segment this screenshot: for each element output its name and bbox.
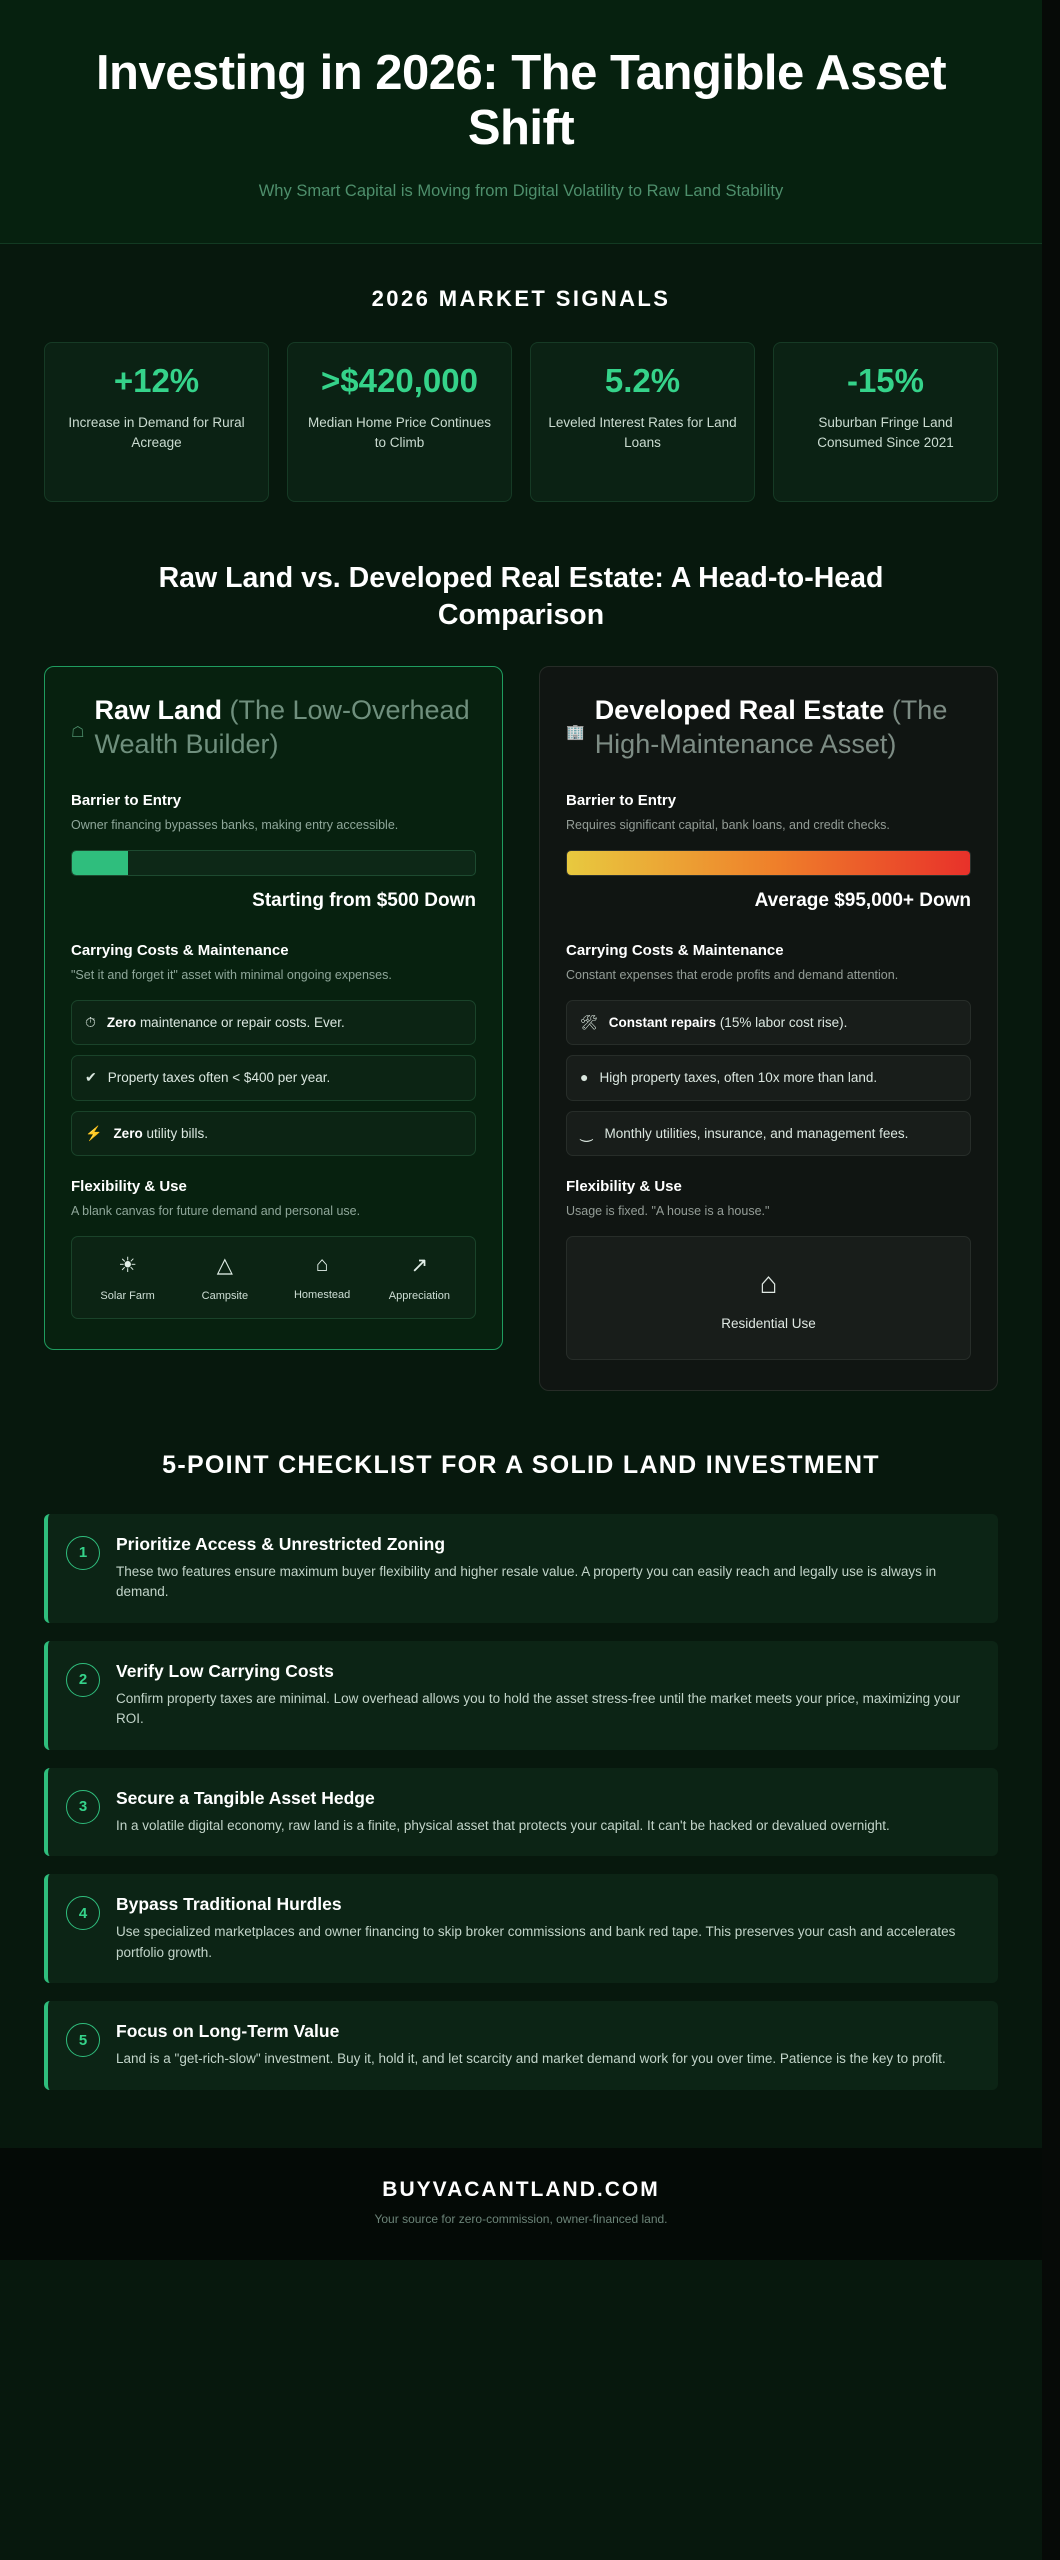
tools-icon: 🛠 [580,1014,598,1031]
right-carry-title: Carrying Costs & Maintenance [566,942,784,960]
list-item-bold: Zero [106,1015,137,1031]
signal-label: Suburban Fringe Land Consumed Since 2021 [817,415,954,450]
raw-land-header [71,693,476,762]
right-use-box [566,1236,971,1360]
list-item-rest: (15% labor cost rise). [716,1015,848,1031]
market-signals-section [0,244,1042,512]
checklist-item-text: These two features ensure maximum buyer flexibility and higher resale value. A property you can easily reach and legally use is always in demand. [116,1563,937,1600]
use-item-label: Appreciation [388,1289,450,1302]
signal-value: +12% [113,361,200,399]
left-barrier-title: Barrier to Entry [71,792,182,810]
checklist-item-title: Secure a Tangible Asset Hedge [116,1787,375,1808]
list-item [71,1000,476,1045]
checklist-body [116,1894,976,1963]
list-item-text [609,1013,848,1032]
checklist-body [116,1788,890,1837]
checklist-title: 5-POINT CHECKLIST FOR A SOLID LAND INVESTMENT [162,1450,880,1479]
right-barrier-bar-fill [567,851,970,875]
footer-tagline: Your source for zero-commission, owner-financed land. [374,2212,668,2226]
signal-label: Increase in Demand for Rural Acreage [68,415,245,450]
raw-land-heading-main: Raw Land [94,694,230,725]
page-subtitle: Why Smart Capital is Moving from Digital Volatility to Raw Land Stability [258,181,784,200]
checklist-item-title: Focus on Long-Term Value [116,2021,340,2042]
developed-header [566,693,971,762]
signal-value: -15% [846,361,925,399]
list-item-bold: Constant repairs [608,1015,717,1031]
bolt-icon: ⚡ [85,1124,103,1141]
comparison-grid [0,644,1042,1391]
comparison-title: Raw Land vs. Developed Real Estate: A Head-to-Head Comparison [158,561,884,631]
list-item-text: Monthly utilities, insurance, and management fees. [604,1125,909,1141]
left-barrier-desc: Owner financing bypasses banks, making entry accessible. [71,818,399,833]
raw-land-heading [94,693,476,762]
use-item [82,1253,173,1304]
list-item-bold: Zero [113,1125,143,1141]
hero-section [0,0,1042,244]
checklist-number: 2 [66,1663,100,1697]
signal-card [773,342,998,502]
house-icon: ⌂ [759,1266,778,1300]
left-carry-title: Carrying Costs & Maintenance [71,942,289,960]
right-carry-desc: Constant expenses that erode profits and demand attention. [566,968,899,983]
list-item [44,1514,998,1623]
raw-land-heading-sub: (The Low-Overhead Wealth Builder) [94,694,470,760]
coin-icon: ● [580,1069,589,1086]
signal-value: 5.2% [604,361,681,399]
list-item [566,1055,971,1100]
right-barrier-title: Barrier to Entry [566,792,677,810]
checklist-item-title: Prioritize Access & Unrestricted Zoning [116,1533,446,1554]
checklist-item-text: Use specialized marketplaces and owner financing to skip broker commissions and bank red tape. This preserves your cash and accelerates portfolio growth. [116,1924,956,1960]
left-barrier-bar-fill [72,851,128,875]
checklist-item-text: Land is a "get-rich-slow" investment. Buy it, hold it, and let scarcity and market demand work for you over time. Patience is the key to profit. [116,2051,946,2067]
raw-land-column [44,666,503,1350]
signal-card [44,342,269,502]
list-item-text: Property taxes often < $400 per year. [107,1070,331,1086]
left-carry-desc: "Set it and forget it" asset with minimal ongoing expenses. [71,968,392,983]
checklist-body [116,1534,976,1603]
list-item [71,1111,476,1156]
checklist-number: 1 [66,1536,100,1570]
leaf-icon: ☖ [71,723,85,741]
list-item [44,1768,998,1857]
left-barrier-caption: Starting from $500 Down [252,890,476,912]
developed-heading-sub: (The High-Maintenance Asset) [594,694,948,760]
list-item-rest: maintenance or repair costs. Ever. [136,1015,345,1031]
left-flex-desc: A blank canvas for future demand and personal use. [71,1203,361,1218]
checklist-number: 4 [66,1896,100,1930]
checklist-item-title: Bypass Traditional Hurdles [116,1894,342,1915]
developed-heading-main: Developed Real Estate [594,694,892,725]
list-item [71,1055,476,1100]
checklist-item-title: Verify Low Carrying Costs [116,1660,334,1681]
list-item-rest: utility bills. [142,1125,208,1141]
solar-icon: ☀ [118,1253,138,1277]
list-item [44,1641,998,1750]
signal-card [530,342,755,502]
checklist-item-text: Confirm property taxes are minimal. Low overhead allows you to hold the asset stress-free until the market meets your price, maximizing your ROI. [116,1690,961,1727]
tent-icon: △ [216,1253,233,1277]
checklist [0,1514,1042,2148]
left-barrier-bar [71,850,476,876]
developed-real-estate-column [539,666,998,1391]
right-flex-title: Flexibility & Use [566,1177,682,1195]
left-flex-title: Flexibility & Use [71,1177,187,1195]
utility-icon: ⏝ [580,1124,594,1141]
checklist-item-text: In a volatile digital economy, raw land is a finite, physical asset that protects your capital. It can't be hacked or devalued overnight. [116,1817,890,1833]
list-item-text [107,1013,345,1032]
use-item [277,1253,368,1304]
check-circle-icon: ✔ [85,1069,97,1086]
use-item-label: Campsite [201,1289,249,1302]
right-flex-desc: Usage is fixed. "A house is a house." [566,1203,770,1218]
use-item-label: Solar Farm [100,1289,155,1302]
list-item [566,1000,971,1045]
trend-up-icon: ↗ [410,1253,429,1277]
list-item [44,2001,998,2090]
footer-brand[interactable]: BUYVACANTLAND.COM [382,2178,660,2201]
checklist-body [116,1661,976,1730]
right-barrier-desc: Requires significant capital, bank loans, and credit checks. [566,818,890,833]
list-item-text [113,1124,208,1143]
clock-icon: ⏱ [85,1014,96,1031]
list-item-text: High property taxes, often 10x more than land. [599,1070,878,1086]
right-barrier-bar [566,850,971,876]
left-use-grid [71,1236,476,1319]
right-barrier-caption: Average $95,000+ Down [754,890,971,912]
list-item [566,1111,971,1156]
list-item [44,1874,998,1983]
homestead-icon: ⌂ [315,1252,329,1276]
building-icon: 🏢 [566,723,585,741]
checklist-number: 3 [66,1790,100,1824]
use-item [179,1253,270,1304]
use-item [374,1253,465,1304]
page-title: Investing in 2026: The Tangible Asset Shift [95,46,947,155]
signal-label: Median Home Price Continues to Climb [307,415,492,450]
checklist-body [116,2021,946,2070]
use-item-label: Residential Use [721,1315,816,1331]
market-signals-grid [44,342,998,502]
signal-label: Leveled Interest Rates for Land Loans [548,415,737,450]
footer [0,2148,1042,2260]
checklist-number: 5 [66,2023,100,2057]
market-signals-title: 2026 MARKET SIGNALS [371,285,671,311]
developed-heading [595,693,971,762]
signal-card [287,342,512,502]
use-item-label: Homestead [293,1288,351,1301]
signal-value: >$420,000 [321,361,478,399]
